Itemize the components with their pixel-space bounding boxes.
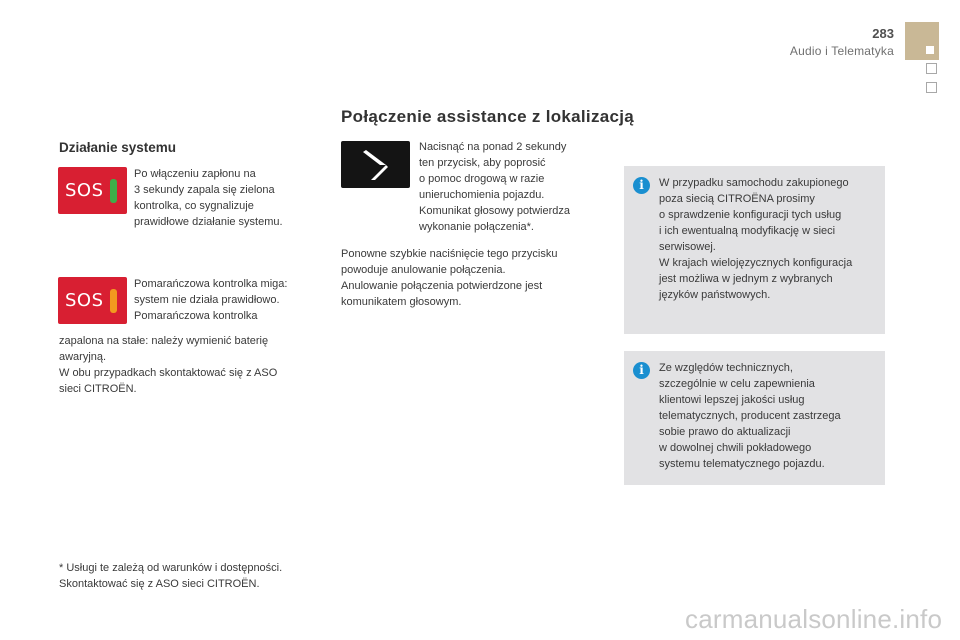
sos-label: SOS [65, 290, 104, 311]
paragraph-cancel-call: Ponowne szybkie naciśnięcie tego przycisku powoduje anulowanie połączenia. Anulowanie połączenia potwierdzone jest komunikatem głosowym. [341, 248, 558, 308]
chapter-tab [905, 22, 939, 60]
info-box-text: Ze względów technicznych, szczególnie w celu zapewnienia klientowi lepszej jakości usług telematycznych, producent zastrzega sobie prawo do aktualizacji w dowolnej chwili pokładowego systemu telematycznego pojazdu. [659, 362, 841, 470]
paragraph-continued: zapalona na stałe: należy wymienić baterię awaryjną. W obu przypadkach skontaktować się z ASO sieci CITROËN. [59, 335, 278, 395]
section-label: Audio i Telematyka [789, 44, 894, 58]
sos-label: SOS [65, 180, 104, 201]
orange-indicator-lamp [110, 289, 117, 313]
green-indicator-lamp [110, 179, 117, 203]
page-title: Połączenie assistance z lokalizacją [341, 107, 635, 126]
ds-assistance-button-image [341, 141, 410, 188]
paragraph-orange-lamp: Pomarańczowa kontrolka miga: system nie działa prawidłowo. Pomarańczowa kontrolka [134, 278, 288, 322]
info-box-configuration [624, 166, 885, 334]
info-icon: i [633, 362, 650, 379]
sos-button-green-image [58, 167, 127, 214]
info-icon: i [633, 177, 650, 194]
chapter-tab-square [926, 82, 937, 93]
ds-logo-icon [359, 146, 393, 184]
section-subtitle: Działanie systemu [59, 140, 177, 155]
sos-button-orange-image [58, 277, 127, 324]
chapter-tab-marker [926, 46, 934, 54]
footnote: * Usługi te zależą od warunków i dostępności. Skontaktować się z ASO sieci CITROËN. [59, 562, 283, 590]
chapter-tab-square [926, 63, 937, 74]
info-box-technical [624, 351, 885, 485]
page-number: 283 [872, 26, 894, 41]
info-box-text: W przypadku samochodu zakupionego poza siecią CITROËNA prosimy o sprawdzenie konfiguracji tych usług i ich ewentualną modyfikację w sieci serwisowej. W krajach wielojęzycznych konfiguracja jest możliwa w jednym z wybranych języków państwowych. [659, 177, 853, 301]
paragraph-green-lamp: Po włączeniu zapłonu na 3 sekundy zapala się zielona kontrolka, co sygnalizuje prawidłowe działanie systemu. [134, 168, 283, 228]
paragraph-press-button: Nacisnąć na ponad 2 sekundy ten przycisk, aby poprosić o pomoc drogową w razie unieruchomienia pojazdu. Komunikat głosowy potwierdza wykonanie połączenia*. [419, 141, 571, 233]
watermark: carmanualsonline.info [685, 604, 943, 634]
